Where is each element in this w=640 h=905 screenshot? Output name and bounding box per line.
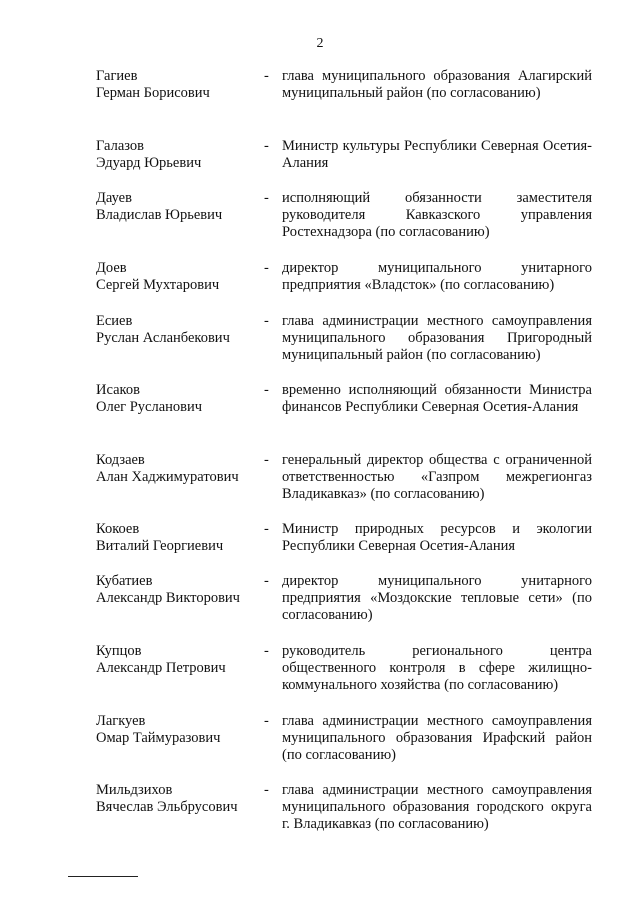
member-name — [96, 573, 266, 607]
member-name — [96, 138, 266, 172]
dash-separator: - — [264, 68, 269, 84]
member-name — [96, 382, 266, 416]
page-number: 2 — [316, 36, 324, 51]
list-item — [96, 521, 596, 555]
footer-rule — [68, 876, 138, 877]
list-item — [96, 643, 596, 694]
member-role: Министр культуры Республики Северная Осетия-Алания — [282, 138, 592, 171]
member-given-name: Олег Русланович — [96, 399, 203, 415]
member-surname: Лагкуев — [96, 713, 146, 729]
member-surname: Исаков — [96, 382, 140, 398]
member-role: директор муниципального унитарного предприятия «Моздокские тепловые сети» (по согласованию) — [282, 573, 592, 623]
member-surname: Купцов — [96, 643, 142, 659]
member-role: глава администрации местного самоуправления муниципального образования Ирафский район (по согласованию) — [282, 713, 592, 763]
member-given-name: Алан Хаджимуратович — [96, 469, 239, 485]
dash-separator: - — [264, 382, 269, 398]
list-item — [96, 260, 596, 294]
member-role: директор муниципального унитарного предприятия «Владсток» (по согласованию) — [282, 260, 592, 293]
member-given-name: Александр Викторович — [96, 590, 240, 606]
member-surname: Есиев — [96, 313, 133, 329]
member-surname: Кокоев — [96, 521, 140, 537]
dash-separator: - — [264, 521, 269, 537]
dash-separator: - — [264, 260, 269, 276]
member-given-name: Виталий Георгиевич — [96, 538, 224, 554]
member-role: временно исполняющий обязанности Министра финансов Республики Северная Осетия-Алания — [282, 382, 592, 415]
member-given-name: Эдуард Юрьевич — [96, 155, 202, 171]
member-surname: Кодзаев — [96, 452, 145, 468]
member-given-name: Сергей Мухтарович — [96, 277, 220, 293]
dash-separator: - — [264, 573, 269, 589]
member-role: руководитель регионального центра общественного контроля в сфере жилищно-коммунального хозяйства (по согласованию) — [282, 643, 592, 693]
member-name — [96, 713, 266, 747]
dash-separator: - — [264, 782, 269, 798]
member-role: глава администрации местного самоуправления муниципального образования городского округа г. Владикавказ (по согласованию) — [282, 782, 592, 832]
member-surname: Галазов — [96, 138, 144, 154]
list-item — [96, 190, 596, 241]
dash-separator: - — [264, 138, 269, 154]
member-given-name: Руслан Асланбекович — [96, 330, 230, 346]
member-given-name: Владислав Юрьевич — [96, 207, 223, 223]
member-name — [96, 521, 266, 555]
member-name — [96, 68, 266, 102]
member-role: Министр природных ресурсов и экологии Республики Северная Осетия-Алания — [282, 521, 592, 554]
list-item — [96, 452, 596, 503]
dash-separator: - — [264, 190, 269, 206]
member-given-name: Герман Борисович — [96, 85, 210, 101]
member-surname: Мильдзихов — [96, 782, 173, 798]
list-item — [96, 782, 596, 833]
list-item — [96, 313, 596, 364]
member-role: генеральный директор общества с ограниченной ответственностью «Газпром межрегионгаз Владикавказ» (по согласованию) — [282, 452, 592, 502]
list-item — [96, 382, 596, 416]
member-surname: Гагиев — [96, 68, 138, 84]
member-role: исполняющий обязанности заместителя руководителя Кавказского управления Ростехнадзора (по согласованию) — [282, 190, 592, 240]
dash-separator: - — [264, 452, 269, 468]
dash-separator: - — [264, 313, 269, 329]
member-surname: Доев — [96, 260, 127, 276]
member-surname: Дауев — [96, 190, 132, 206]
member-name — [96, 313, 266, 347]
dash-separator: - — [264, 713, 269, 729]
member-given-name: Омар Таймуразович — [96, 730, 221, 746]
member-name — [96, 260, 266, 294]
list-item — [96, 138, 596, 172]
list-item — [96, 573, 596, 624]
member-surname: Кубатиев — [96, 573, 153, 589]
member-name — [96, 643, 266, 677]
dash-separator: - — [264, 643, 269, 659]
list-item — [96, 713, 596, 764]
member-role: глава администрации местного самоуправления муниципального образования Пригородный муниципальный район (по согласованию) — [282, 313, 592, 363]
member-given-name: Вячеслав Эльбрусович — [96, 799, 238, 815]
member-name — [96, 190, 266, 224]
member-name — [96, 452, 266, 486]
member-role: глава муниципального образования Алагирский муниципальный район (по согласованию) — [282, 68, 592, 101]
list-item — [96, 68, 596, 102]
member-given-name: Александр Петрович — [96, 660, 226, 676]
member-name — [96, 782, 266, 816]
